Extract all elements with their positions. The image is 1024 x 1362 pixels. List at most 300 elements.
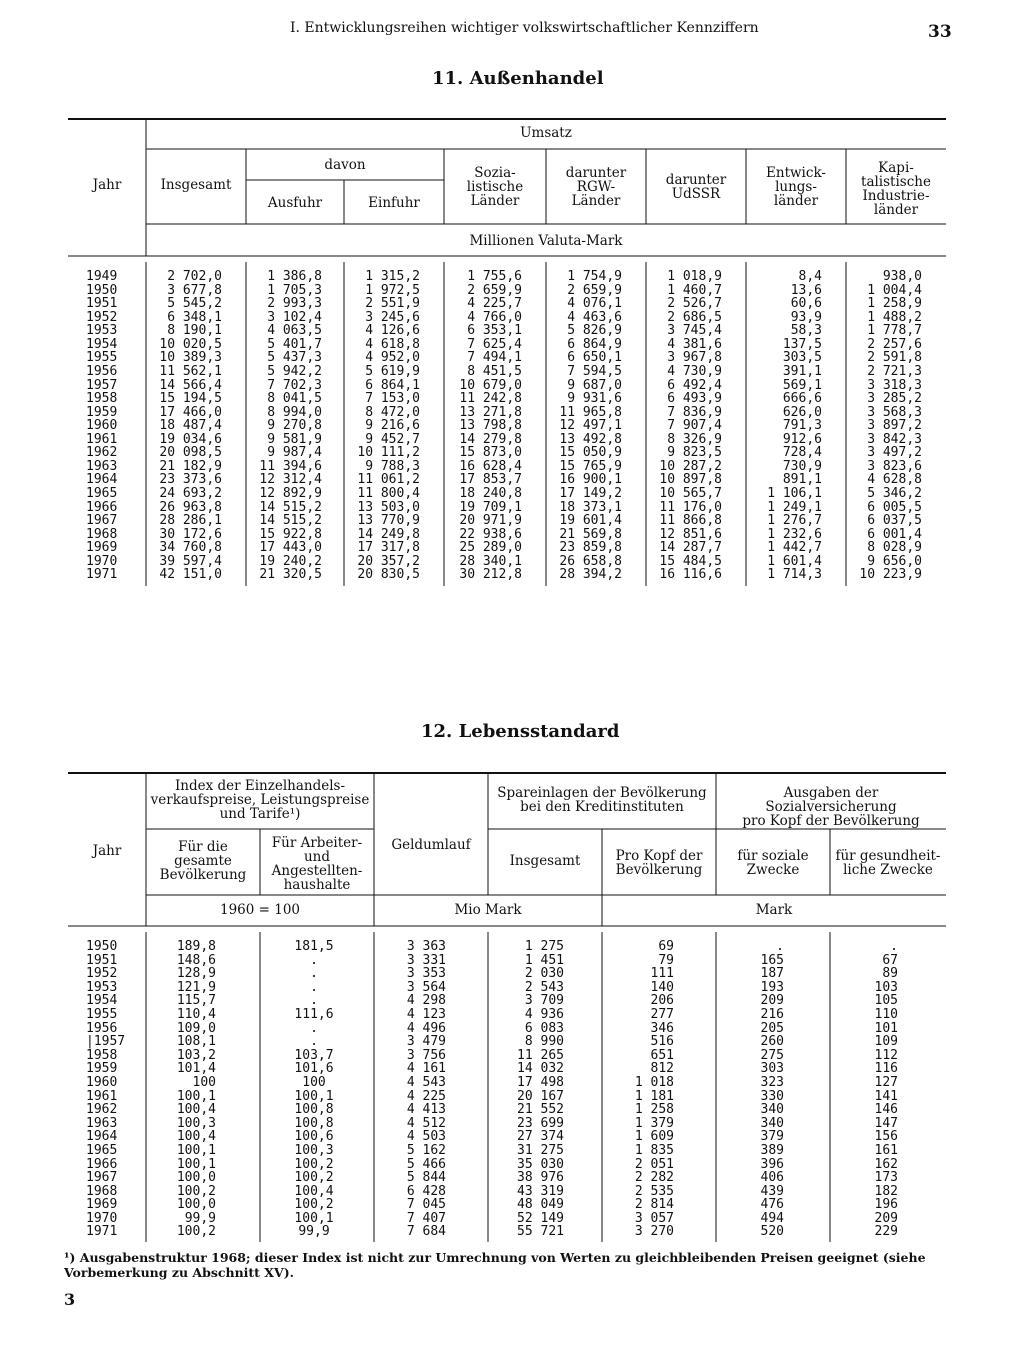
cell-geldumlauf-17: 5 844 <box>406 1170 446 1186</box>
cell-jahr-15: 1964 <box>86 472 118 488</box>
cell-entwicklungslaender-22: 1 714,3 <box>767 567 822 583</box>
cell-einfuhr-5: 4 618,8 <box>365 336 420 352</box>
t12-col-gesamte <box>146 940 216 1239</box>
cell-entwicklungslaender-3: 93,9 <box>790 309 822 325</box>
cell-sozialistische-21: 28 340,1 <box>459 553 522 569</box>
cell-ausfuhr-10: 8 994,0 <box>267 404 322 420</box>
t12-header-sozialvers-group: Ausgaben der Sozialversicherung pro Kopf der Bevölkerung <box>742 785 920 829</box>
cell-gesamte-12: 100,4 <box>176 1102 216 1118</box>
cell-geldumlauf-11: 4 225 <box>406 1088 446 1104</box>
cell-insgesamt-11: 18 487,4 <box>159 418 222 434</box>
cell-soziale_zwecke-12: 340 <box>760 1102 784 1118</box>
cell-jahr-1: 1951 <box>86 952 118 968</box>
cell-sp_insgesamt-0: 1 275 <box>524 939 564 954</box>
cell-kapitalistische-19: 6 001,4 <box>867 526 922 542</box>
cell-einfuhr-6: 4 952,0 <box>365 350 420 366</box>
cell-soziale_zwecke-8: 275 <box>760 1047 784 1063</box>
cell-udssr-15: 10 897,8 <box>659 472 722 488</box>
cell-arbeiter-12: 100,8 <box>294 1102 334 1118</box>
cell-einfuhr-21: 20 357,2 <box>357 553 420 569</box>
t11-header-insgesamt: Insgesamt <box>160 177 232 193</box>
cell-insgesamt-8: 14 566,4 <box>159 377 222 393</box>
cell-kapitalistische-18: 6 037,5 <box>867 513 922 529</box>
cell-entwicklungslaender-15: 891,1 <box>782 472 822 488</box>
t12-col-gesundheit <box>830 940 898 1239</box>
cell-kapitalistische-9: 3 285,2 <box>867 391 922 407</box>
t11-col-rgw <box>546 270 622 582</box>
cell-gesundheit-3: 103 <box>874 979 898 995</box>
cell-sozialistische-8: 10 679,0 <box>459 377 522 393</box>
cell-einfuhr-11: 9 216,6 <box>365 418 420 434</box>
cell-einfuhr-17: 13 503,0 <box>357 499 420 515</box>
cell-rgw-8: 9 687,0 <box>567 377 622 393</box>
cell-sp_insgesamt-5: 4 936 <box>524 1006 564 1022</box>
cell-einfuhr-7: 5 619,9 <box>365 363 420 379</box>
cell-arbeiter-13: 100,8 <box>294 1115 334 1131</box>
cell-udssr-7: 4 730,9 <box>667 363 722 379</box>
cell-gesamte-9: 101,4 <box>176 1061 216 1077</box>
cell-udssr-11: 7 907,4 <box>667 418 722 434</box>
cell-jahr-18: 1968 <box>86 1183 118 1199</box>
cell-insgesamt-15: 23 373,6 <box>159 472 222 488</box>
cell-arbeiter-11: 100,1 <box>294 1088 334 1104</box>
cell-soziale_zwecke-7: 260 <box>760 1034 784 1050</box>
cell-gesundheit-18: 182 <box>874 1183 898 1199</box>
cell-jahr-4: 1953 <box>86 323 118 339</box>
cell-kapitalistische-15: 4 628,8 <box>867 472 922 488</box>
cell-insgesamt-13: 20 098,5 <box>159 445 222 461</box>
cell-sozialistische-16: 18 240,8 <box>459 486 522 501</box>
cell-entwicklungslaender-0: 8,4 <box>798 269 822 284</box>
cell-kapitalistische-5: 2 257,6 <box>867 336 922 352</box>
cell-sozialistische-10: 13 271,8 <box>459 404 522 420</box>
t11-col-jahr <box>86 270 136 582</box>
cell-jahr-6: 1955 <box>86 350 118 366</box>
cell-jahr-19: 1968 <box>86 526 118 542</box>
cell-jahr-13: 1963 <box>86 1115 118 1131</box>
cell-arbeiter-20: 100,1 <box>294 1210 334 1226</box>
cell-einfuhr-16: 11 800,4 <box>357 486 420 501</box>
cell-sp_pro_kopf-15: 1 835 <box>634 1142 674 1158</box>
cell-rgw-7: 7 594,5 <box>567 363 622 379</box>
cell-entwicklungslaender-5: 137,5 <box>782 336 822 352</box>
cell-rgw-1: 2 659,9 <box>567 282 622 298</box>
cell-geldumlauf-4: 4 298 <box>406 993 446 1009</box>
cell-ausfuhr-6: 5 437,3 <box>267 350 322 366</box>
cell-gesamte-2: 128,9 <box>176 966 216 982</box>
cell-jahr-4: 1954 <box>86 993 118 1009</box>
cell-gesundheit-8: 112 <box>874 1047 898 1063</box>
cell-arbeiter-10: 100 <box>302 1074 326 1090</box>
cell-insgesamt-18: 28 286,1 <box>159 513 222 529</box>
t11-col-einfuhr <box>344 270 420 582</box>
cell-einfuhr-20: 17 317,8 <box>357 540 420 556</box>
cell-rgw-12: 13 492,8 <box>559 431 622 447</box>
cell-sp_insgesamt-2: 2 030 <box>524 966 564 982</box>
cell-gesamte-16: 100,1 <box>176 1156 216 1172</box>
cell-arbeiter-9: 101,6 <box>294 1061 334 1077</box>
cell-gesundheit-9: 116 <box>874 1061 898 1077</box>
cell-rgw-15: 16 900,1 <box>559 472 622 488</box>
cell-sozialistische-3: 4 766,0 <box>467 309 522 325</box>
cell-arbeiter-15: 100,3 <box>294 1142 334 1158</box>
cell-einfuhr-22: 20 830,5 <box>357 567 420 583</box>
cell-entwicklungslaender-19: 1 232,6 <box>767 526 822 542</box>
cell-kapitalistische-11: 3 897,2 <box>867 418 922 434</box>
cell-sp_pro_kopf-2: 111 <box>650 966 674 982</box>
cell-sp_pro_kopf-3: 140 <box>650 979 674 995</box>
cell-kapitalistische-2: 1 258,9 <box>867 296 922 312</box>
t11-header-ausfuhr: Ausfuhr <box>267 195 323 211</box>
cell-sozialistische-0: 1 755,6 <box>467 269 522 284</box>
cell-geldumlauf-3: 3 564 <box>406 979 446 995</box>
cell-soziale_zwecke-14: 379 <box>760 1129 784 1145</box>
cell-udssr-16: 10 565,7 <box>659 486 722 501</box>
cell-ausfuhr-21: 19 240,2 <box>259 553 322 569</box>
cell-sp_insgesamt-18: 43 319 <box>517 1183 564 1199</box>
cell-gesamte-1: 148,6 <box>176 952 216 968</box>
cell-einfuhr-12: 9 452,7 <box>365 431 420 447</box>
cell-gesamte-15: 100,1 <box>176 1142 216 1158</box>
cell-gesamte-20: 99,9 <box>184 1210 216 1226</box>
cell-insgesamt-5: 10 020,5 <box>159 336 222 352</box>
cell-ausfuhr-2: 2 993,3 <box>267 296 322 312</box>
t12-col-geldumlauf <box>374 940 446 1239</box>
t12-col-soziale-zwecke <box>716 940 784 1239</box>
cell-jahr-21: 1971 <box>86 1224 118 1240</box>
cell-gesundheit-19: 196 <box>874 1197 898 1213</box>
cell-ausfuhr-12: 9 581,9 <box>267 431 322 447</box>
cell-kapitalistische-16: 5 346,2 <box>867 486 922 501</box>
cell-kapitalistische-20: 8 028,9 <box>867 540 922 556</box>
cell-sozialistische-15: 17 853,7 <box>459 472 522 488</box>
cell-udssr-3: 2 686,5 <box>667 309 722 325</box>
cell-gesundheit-6: 101 <box>874 1020 898 1036</box>
cell-insgesamt-14: 21 182,9 <box>159 458 222 474</box>
cell-sp_insgesamt-3: 2 543 <box>524 979 564 995</box>
cell-arbeiter-5: 111,6 <box>294 1006 334 1022</box>
cell-sozialistische-7: 8 451,5 <box>467 363 522 379</box>
cell-udssr-14: 10 287,2 <box>659 458 722 474</box>
t11-header-unit: Millionen Valuta-Mark <box>469 233 623 249</box>
cell-insgesamt-9: 15 194,5 <box>159 391 222 407</box>
cell-udssr-17: 11 176,0 <box>659 499 722 515</box>
cell-udssr-4: 3 745,4 <box>667 323 722 339</box>
cell-ausfuhr-15: 12 312,4 <box>259 472 322 488</box>
cell-arbeiter-0: 181,5 <box>294 939 334 954</box>
cell-rgw-2: 4 076,1 <box>567 296 622 312</box>
cell-entwicklungslaender-7: 391,1 <box>782 363 822 379</box>
t11-col-insgesamt <box>146 270 222 582</box>
cell-kapitalistische-21: 9 656,0 <box>867 553 922 569</box>
cell-gesundheit-1: 67 <box>882 952 898 968</box>
cell-jahr-12: 1962 <box>86 1102 118 1118</box>
cell-einfuhr-2: 2 551,9 <box>365 296 420 312</box>
cell-udssr-12: 8 326,9 <box>667 431 722 447</box>
cell-gesamte-13: 100,3 <box>176 1115 216 1131</box>
cell-ausfuhr-1: 1 705,3 <box>267 282 322 298</box>
cell-sp_pro_kopf-5: 277 <box>650 1006 674 1022</box>
t11-col-sozialistische <box>444 270 522 582</box>
cell-sp_pro_kopf-13: 1 379 <box>634 1115 674 1131</box>
cell-geldumlauf-14: 4 503 <box>406 1129 446 1145</box>
cell-geldumlauf-13: 4 512 <box>406 1115 446 1131</box>
cell-ausfuhr-20: 17 443,0 <box>259 540 322 556</box>
cell-jahr-19: 1969 <box>86 1197 118 1213</box>
cell-rgw-6: 6 650,1 <box>567 350 622 366</box>
cell-gesamte-5: 110,4 <box>176 1006 216 1022</box>
cell-sozialistische-18: 20 971,9 <box>459 513 522 529</box>
cell-jahr-14: 1963 <box>86 458 118 474</box>
cell-sozialistische-11: 13 798,8 <box>459 418 522 434</box>
cell-sozialistische-17: 19 709,1 <box>459 499 522 515</box>
cell-kapitalistische-12: 3 842,3 <box>867 431 922 447</box>
cell-geldumlauf-21: 7 684 <box>406 1224 446 1240</box>
cell-geldumlauf-9: 4 161 <box>406 1061 446 1077</box>
cell-jahr-9: 1959 <box>86 1061 118 1077</box>
cell-entwicklungslaender-2: 60,6 <box>790 296 822 312</box>
cell-gesamte-4: 115,7 <box>176 993 216 1009</box>
cell-rgw-17: 18 373,1 <box>559 499 622 515</box>
cell-ausfuhr-0: 1 386,8 <box>267 269 322 284</box>
cell-geldumlauf-18: 6 428 <box>406 1183 446 1199</box>
cell-ausfuhr-22: 21 320,5 <box>259 567 322 583</box>
cell-entwicklungslaender-10: 626,0 <box>782 404 822 420</box>
cell-jahr-16: 1966 <box>86 1156 118 1172</box>
cell-udssr-6: 3 967,8 <box>667 350 722 366</box>
cell-insgesamt-22: 42 151,0 <box>159 567 222 583</box>
footnote: ¹) Ausgabenstruktur 1968; dieser Index ist nicht zur Umrechnung von Werten zu gleichbleibenden Preisen geeignet (siehe Vorbemerkung zu Abschnitt XV). <box>64 1250 926 1280</box>
running-title: I. Entwicklungsreihen wichtiger volkswirtschaftlicher Kennziffern <box>290 20 759 36</box>
cell-sp_pro_kopf-10: 1 018 <box>634 1074 674 1090</box>
cell-einfuhr-1: 1 972,5 <box>365 282 420 298</box>
cell-ausfuhr-7: 5 942,2 <box>267 363 322 379</box>
cell-rgw-9: 9 931,6 <box>567 391 622 407</box>
cell-jahr-17: 1967 <box>86 1170 118 1186</box>
cell-soziale_zwecke-3: 193 <box>760 979 784 995</box>
t11-header-umsatz: Umsatz <box>520 125 572 141</box>
cell-jahr-7: 1956 <box>86 363 118 379</box>
cell-jahr-20: 1970 <box>86 1210 118 1226</box>
cell-sp_insgesamt-11: 20 167 <box>517 1088 564 1104</box>
cell-geldumlauf-1: 3 331 <box>406 952 446 968</box>
cell-gesamte-17: 100,0 <box>176 1170 216 1186</box>
t12-header-sp-pro-kopf: Pro Kopf der Bevölkerung <box>615 848 703 878</box>
cell-rgw-22: 28 394,2 <box>559 567 622 583</box>
cell-jahr-10: 1960 <box>86 1074 118 1090</box>
cell-einfuhr-19: 14 249,8 <box>357 526 420 542</box>
cell-sozialistische-6: 7 494,1 <box>467 350 522 366</box>
cell-kapitalistische-22: 10 223,9 <box>859 567 922 583</box>
cell-ausfuhr-9: 8 041,5 <box>267 391 322 407</box>
cell-insgesamt-12: 19 034,6 <box>159 431 222 447</box>
cell-einfuhr-18: 13 770,9 <box>357 513 420 529</box>
cell-soziale_zwecke-15: 389 <box>760 1142 784 1158</box>
cell-rgw-19: 21 569,8 <box>559 526 622 542</box>
cell-entwicklungslaender-6: 303,5 <box>782 350 822 366</box>
cell-jahr-13: 1962 <box>86 445 118 461</box>
cell-gesundheit-5: 110 <box>874 1006 898 1022</box>
cell-arbeiter-8: 103,7 <box>294 1047 334 1063</box>
cell-sozialistische-2: 4 225,7 <box>467 296 522 312</box>
cell-sozialistische-9: 11 242,8 <box>459 391 522 407</box>
table-11-title: 11. Außenhandel <box>432 68 604 89</box>
cell-jahr-1: 1950 <box>86 282 118 298</box>
cell-entwicklungslaender-9: 666,6 <box>782 391 822 407</box>
cell-jahr-11: 1960 <box>86 418 118 434</box>
cell-sp_insgesamt-17: 38 976 <box>517 1170 564 1186</box>
cell-arbeiter-17: 100,2 <box>294 1170 334 1186</box>
cell-jahr-12: 1961 <box>86 431 118 447</box>
cell-udssr-10: 7 836,9 <box>667 404 722 420</box>
cell-sp_pro_kopf-8: 651 <box>650 1047 674 1063</box>
cell-ausfuhr-14: 11 394,6 <box>259 458 322 474</box>
cell-rgw-5: 6 864,9 <box>567 336 622 352</box>
cell-jahr-9: 1958 <box>86 391 118 407</box>
cell-entwicklungslaender-20: 1 442,7 <box>767 540 822 556</box>
t12-col-arbeiter <box>276 940 352 1239</box>
cell-arbeiter-14: 100,6 <box>294 1129 334 1145</box>
cell-ausfuhr-16: 12 892,9 <box>259 486 322 501</box>
cell-entwicklungslaender-18: 1 276,7 <box>767 513 822 529</box>
t11-header-rgw: darunter RGW- Länder <box>565 165 627 209</box>
cell-sp_insgesamt-20: 52 149 <box>517 1210 564 1226</box>
cell-sp_insgesamt-19: 48 049 <box>517 1197 564 1213</box>
cell-sozialistische-12: 14 279,8 <box>459 431 522 447</box>
cell-rgw-14: 15 765,9 <box>559 458 622 474</box>
cell-rgw-10: 11 965,8 <box>559 404 622 420</box>
cell-gesamte-3: 121,9 <box>176 979 216 995</box>
cell-jahr-0: 1949 <box>86 269 118 284</box>
cell-geldumlauf-6: 4 496 <box>406 1020 446 1036</box>
cell-udssr-21: 15 484,5 <box>659 553 722 569</box>
cell-insgesamt-19: 30 172,6 <box>159 526 222 542</box>
cell-sp_pro_kopf-6: 346 <box>650 1020 674 1036</box>
cell-arbeiter-1: . <box>310 952 318 968</box>
cell-soziale_zwecke-18: 439 <box>760 1183 784 1199</box>
cell-geldumlauf-15: 5 162 <box>406 1142 446 1158</box>
cell-kapitalistische-0: 938,0 <box>882 269 922 284</box>
cell-sp_insgesamt-8: 11 265 <box>517 1047 564 1063</box>
cell-einfuhr-4: 4 126,6 <box>365 323 420 339</box>
cell-ausfuhr-13: 9 987,4 <box>267 445 322 461</box>
cell-udssr-1: 1 460,7 <box>667 282 722 298</box>
cell-soziale_zwecke-20: 494 <box>760 1210 784 1226</box>
cell-soziale_zwecke-1: 165 <box>760 952 784 968</box>
cell-sp_insgesamt-16: 35 030 <box>517 1156 564 1172</box>
cell-sp_insgesamt-4: 3 709 <box>524 993 564 1009</box>
t12-header-spareinlagen-group: Spareinlagen der Bevölkerung bei den Kreditinstituten <box>497 785 707 815</box>
t12-header-unit-mio: Mio Mark <box>454 902 522 918</box>
cell-insgesamt-10: 17 466,0 <box>159 404 222 420</box>
cell-insgesamt-3: 6 348,1 <box>167 309 222 325</box>
cell-soziale_zwecke-9: 303 <box>760 1061 784 1077</box>
t12-header-sp-insgesamt: Insgesamt <box>509 853 581 869</box>
t11-header-jahr: Jahr <box>92 177 122 193</box>
cell-einfuhr-9: 7 153,0 <box>365 391 420 407</box>
t12-header-index-group: Index der Einzelhandels- verkaufspreise, Leistungspreise und Tarife¹) <box>150 778 370 822</box>
cell-sp_pro_kopf-4: 206 <box>650 993 674 1009</box>
cell-gesamte-7: 108,1 <box>176 1034 216 1050</box>
cell-jahr-17: 1966 <box>86 499 118 515</box>
t12-header-soziale-zwecke: für soziale Zwecke <box>737 848 809 878</box>
cell-sp_pro_kopf-20: 3 057 <box>634 1210 674 1226</box>
cell-gesamte-0: 189,8 <box>176 939 216 954</box>
cell-jahr-14: 1964 <box>86 1129 118 1145</box>
cell-rgw-0: 1 754,9 <box>567 269 622 284</box>
t12-header-geldumlauf: Geldumlauf <box>391 837 471 853</box>
cell-udssr-13: 9 823,5 <box>667 445 722 461</box>
cell-sp_pro_kopf-9: 812 <box>650 1061 674 1077</box>
t11-col-udssr <box>646 270 722 582</box>
cell-sp_pro_kopf-12: 1 258 <box>634 1102 674 1118</box>
cell-geldumlauf-12: 4 413 <box>406 1102 446 1118</box>
cell-einfuhr-10: 8 472,0 <box>365 404 420 420</box>
cell-jahr-3: 1953 <box>86 979 118 995</box>
cell-sozialistische-1: 2 659,9 <box>467 282 522 298</box>
cell-insgesamt-1: 3 677,8 <box>167 282 222 298</box>
cell-gesundheit-0: . <box>890 939 898 954</box>
cell-einfuhr-15: 11 061,2 <box>357 472 420 488</box>
cell-einfuhr-13: 10 111,2 <box>357 445 420 461</box>
cell-einfuhr-14: 9 788,3 <box>365 458 420 474</box>
cell-gesundheit-7: 109 <box>874 1034 898 1050</box>
cell-gesundheit-13: 147 <box>874 1115 898 1131</box>
cell-jahr-20: 1969 <box>86 540 118 556</box>
cell-udssr-8: 6 492,4 <box>667 377 722 393</box>
cell-soziale_zwecke-0: . <box>776 939 784 954</box>
cell-soziale_zwecke-19: 476 <box>760 1197 784 1213</box>
cell-sp_insgesamt-21: 55 721 <box>517 1224 564 1240</box>
cell-insgesamt-16: 24 693,2 <box>159 486 222 501</box>
t12-header-gesundheit: für gesundheit- liche Zwecke <box>835 848 941 878</box>
cell-insgesamt-0: 2 702,0 <box>167 269 222 284</box>
cell-arbeiter-3: . <box>310 979 318 995</box>
cell-soziale_zwecke-16: 396 <box>760 1156 784 1172</box>
cell-arbeiter-7: . <box>310 1034 318 1050</box>
footer-mark: 3 <box>64 1290 76 1309</box>
t12-header-arbeiter: Für Arbeiter- und Angestellten- haushalte <box>271 835 363 893</box>
cell-geldumlauf-20: 7 407 <box>406 1210 446 1226</box>
cell-arbeiter-21: 99,9 <box>298 1224 330 1240</box>
cell-jahr-2: 1952 <box>86 966 118 982</box>
cell-rgw-4: 5 826,9 <box>567 323 622 339</box>
cell-jahr-2: 1951 <box>86 296 118 312</box>
cell-kapitalistische-3: 1 488,2 <box>867 309 922 325</box>
cell-geldumlauf-7: 3 479 <box>406 1034 446 1050</box>
cell-geldumlauf-0: 3 363 <box>406 939 446 954</box>
cell-sozialistische-14: 16 628,4 <box>459 458 522 474</box>
cell-udssr-22: 16 116,6 <box>659 567 722 583</box>
cell-jahr-5: 1954 <box>86 336 118 352</box>
cell-jahr-5: 1955 <box>86 1006 118 1022</box>
cell-udssr-18: 11 866,8 <box>659 513 722 529</box>
cell-einfuhr-0: 1 315,2 <box>365 269 420 284</box>
cell-insgesamt-7: 11 562,1 <box>159 363 222 379</box>
cell-jahr-10: 1959 <box>86 404 118 420</box>
cell-insgesamt-6: 10 389,3 <box>159 350 222 366</box>
t12-header-jahr: Jahr <box>92 843 122 859</box>
cell-sp_pro_kopf-21: 3 270 <box>634 1224 674 1240</box>
cell-rgw-21: 26 658,8 <box>559 553 622 569</box>
cell-kapitalistische-1: 1 004,4 <box>867 282 922 298</box>
cell-sp_pro_kopf-16: 2 051 <box>634 1156 674 1172</box>
cell-jahr-3: 1952 <box>86 309 118 325</box>
cell-entwicklungslaender-21: 1 601,4 <box>767 553 822 569</box>
cell-sp_insgesamt-9: 14 032 <box>517 1061 564 1077</box>
cell-entwicklungslaender-11: 791,3 <box>782 418 822 434</box>
cell-ausfuhr-5: 5 401,7 <box>267 336 322 352</box>
